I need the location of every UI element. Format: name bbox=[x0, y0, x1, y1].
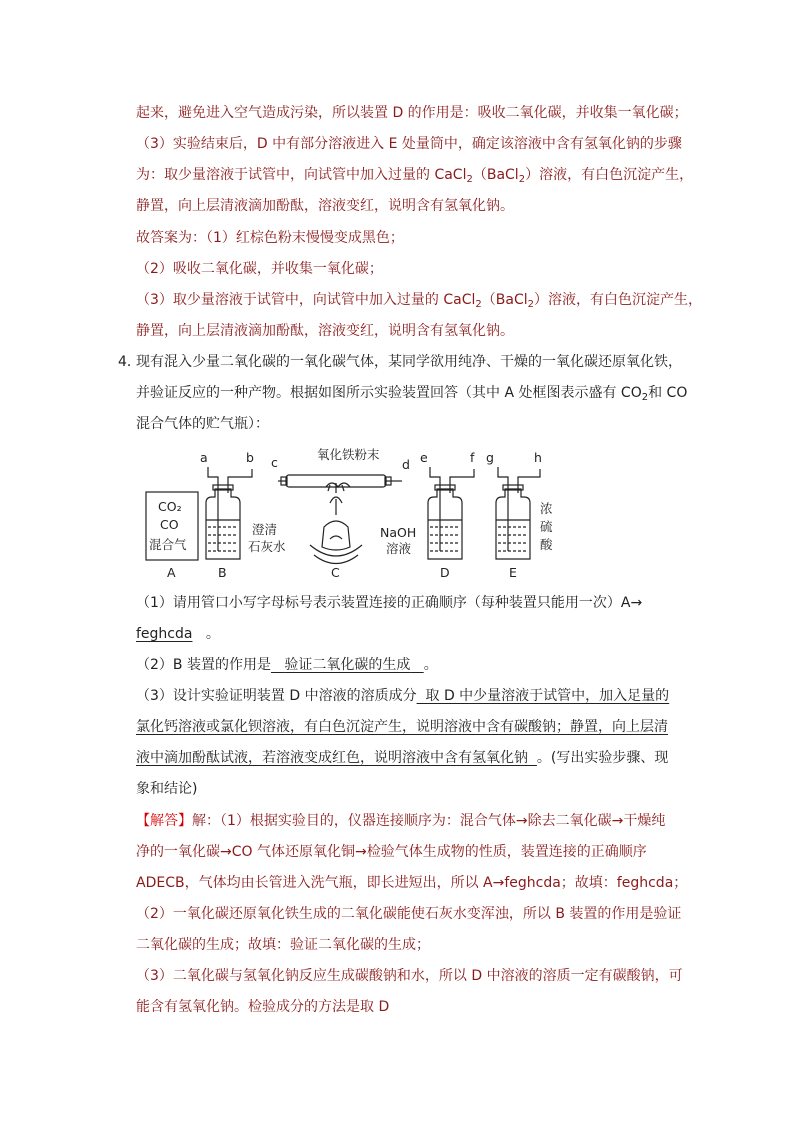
answer-summary-4: 静置，向上层清液滴加酚酞，溶液变红，说明含有氢氧化钠。 bbox=[136, 323, 514, 339]
limewater-label-2: 石灰水 bbox=[248, 539, 286, 554]
answer-summary-3: （3）取少量溶液于试管中，向试管中加入过量的 CaCl$_2$（BaCl$_2$）溶液，有白色沉淀产生， bbox=[136, 292, 702, 310]
port-label-c: c bbox=[271, 455, 278, 470]
acid-label-3: 酸 bbox=[540, 537, 553, 552]
solution-line-4: （2）一氧化碳还原氧化铁生成的二氧化碳能使石灰水变浑浊，所以 B 装置的作用是验证 bbox=[136, 906, 682, 922]
question-line-3: 混合气体的贮气瓶）： bbox=[136, 416, 269, 432]
question-number: 4． bbox=[118, 354, 141, 370]
subq-3-line-3: 液中滴加酚酞试液，若溶液变成红色，说明溶液中含有氢氧化钠 。(写出实验步骤、现 bbox=[136, 750, 669, 766]
caption-b: B bbox=[218, 565, 227, 580]
answer-line-3: 为：取少量溶液于试管中，向试管中加入过量的 CaCl$_2$（BaCl$_2$）溶液，有白色沉淀产生， bbox=[136, 167, 694, 185]
acid-label-2: 硫 bbox=[540, 519, 553, 534]
box-a-mixed: 混合气 bbox=[149, 537, 187, 552]
box-a-co: CO bbox=[160, 517, 179, 532]
caption-d: D bbox=[440, 565, 450, 580]
question-line-1: 现有混入少量二氧化碳的一氧化碳气体，某同学欲用纯净、干燥的一氧化碳还原氧化铁， bbox=[136, 354, 682, 370]
answer-line-2: （3）实验结束后，D 中有部分溶液进入 E 处量筒中，确定该溶液中含有氢氧化钠的步骤 bbox=[136, 136, 682, 152]
limewater-label-1: 澄清 bbox=[252, 522, 278, 537]
port-label-e: e bbox=[420, 450, 428, 465]
subq-3: （3）设计实验证明装置 D 中溶液的溶质成分 取 D 中少量溶液于试管中，加入足量的 bbox=[136, 688, 670, 704]
answer-summary-1: 故答案为：（1）红棕色粉末慢慢变成黑色； bbox=[136, 230, 404, 246]
subq-1-answer: feghcda bbox=[136, 626, 193, 642]
apparatus-diagram bbox=[140, 447, 560, 582]
caption-c: C bbox=[331, 565, 340, 580]
bottle-e bbox=[496, 467, 540, 559]
caption-e: E bbox=[509, 565, 517, 580]
naoh-label-2: 溶液 bbox=[386, 541, 412, 556]
bottle-d bbox=[428, 467, 474, 559]
subq-1: （1）请用管口小写字母标号表示装置连接的正确顺序（每种装置只能用一次）A→ bbox=[136, 595, 643, 611]
port-label-a: a bbox=[200, 450, 208, 465]
port-label-h: h bbox=[534, 450, 542, 465]
question-line-2: 并验证反应的一种产物。根据如图所示实验装置回答（其中 A 处框图表示盛有 $CO_2$和 CO bbox=[136, 385, 688, 403]
box-a-co2: CO₂ bbox=[158, 499, 182, 514]
solution-line-6: （3）二氧化碳与氢氧化钠反应生成碳酸钠和水，所以 D 中溶液的溶质一定有碳酸钠，可 bbox=[136, 968, 683, 984]
subq-3-line-4: 象和结论) bbox=[136, 781, 198, 797]
answer-summary-2: （2）吸收二氧化碳，并收集一氧化碳； bbox=[136, 261, 383, 277]
acid-label-1: 浓 bbox=[540, 501, 553, 516]
solution-line-7: 能含有氢氧化钠。检验成分的方法是取 D bbox=[136, 999, 390, 1015]
port-label-d: d bbox=[402, 457, 410, 472]
answer-line-4: 静置，向上层清液滴加酚酞，溶液变红，说明含有氢氧化钠。 bbox=[136, 198, 514, 214]
subq-3-answer-1: 取 D 中少量溶液于试管中，加入足量的 bbox=[425, 688, 670, 704]
solution-line-1: 【解答】解：（1）根据实验目的，仪器连接顺序为：混合气体→除去二氧化碳→干燥纯 bbox=[136, 813, 666, 829]
subq-1-answer-line: feghcda 。 bbox=[136, 626, 220, 642]
port-label-f: f bbox=[470, 450, 475, 465]
naoh-label-1: NaOH bbox=[380, 525, 417, 540]
solution-line-2: 净的一氧化碳→CO 气体还原氧化铜→检验气体生成物的性质，装置连接的正确顺序 bbox=[136, 844, 647, 860]
port-label-g: g bbox=[486, 450, 494, 465]
solution-line-3: ADECB，气体均由长管进入洗气瓶，即长进短出，所以 A→feghcda；故填：feghcda； bbox=[136, 875, 688, 891]
bottle-b bbox=[206, 467, 252, 559]
subq-3-line-2: 氯化钙溶液或氯化钡溶液，有白色沉淀产生，说明溶液中含有碳酸钠；静置，向上层清 bbox=[136, 719, 668, 735]
subq-2-answer: 验证二氧化碳的生成 bbox=[284, 657, 411, 673]
caption-a: A bbox=[167, 565, 176, 580]
answer-line-1: 起来，避免进入空气造成污染，所以装置 D 的作用是：吸收二氧化碳，并收集一氧化碳； bbox=[136, 105, 688, 121]
solution-tag: 【解答】 bbox=[136, 813, 192, 829]
solution-line-5: 二氧化碳的生成；故填：验证二氧化碳的生成； bbox=[136, 937, 430, 953]
powder-label: 氧化铁粉末 bbox=[317, 447, 380, 462]
subq-2: （2）B 装置的作用是 验证二氧化碳的生成 。 bbox=[136, 657, 438, 673]
reaction-tube-c bbox=[278, 475, 402, 564]
port-label-b: b bbox=[246, 450, 254, 465]
